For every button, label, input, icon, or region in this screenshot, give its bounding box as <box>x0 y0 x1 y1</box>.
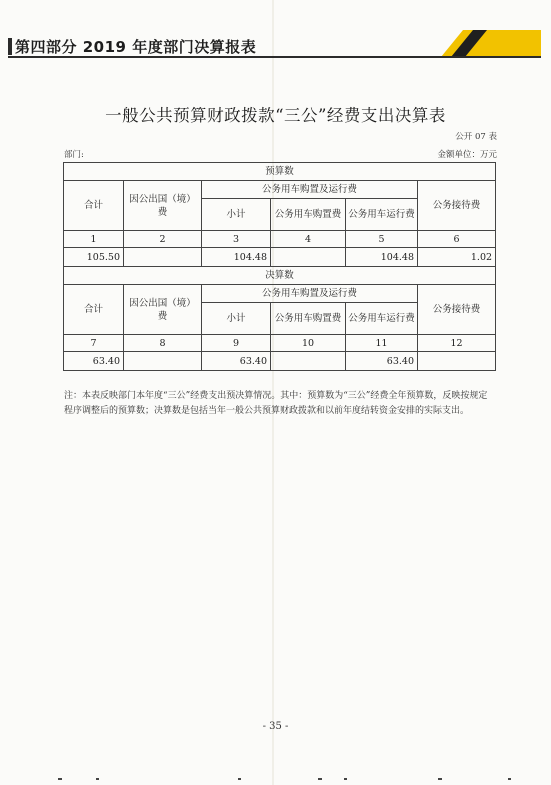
budget-header-row <box>64 181 496 199</box>
header-operation: 公务用车运行费 <box>346 303 418 335</box>
actual-section-row <box>64 267 496 285</box>
col-number: 7 <box>64 335 124 352</box>
col-number: 6 <box>418 231 496 248</box>
budget-section-row <box>64 163 496 181</box>
col-number: 2 <box>124 231 202 248</box>
header-purchase: 公务用车购置费 <box>271 303 346 335</box>
section-title: 第四部分 2019 年度部门决算报表 <box>15 38 257 56</box>
unit-label: 金额单位：万元 <box>437 150 497 160</box>
col-number: 12 <box>418 335 496 352</box>
scan-edge-marks <box>0 776 551 782</box>
actual-total-value: 63.40 <box>64 352 124 371</box>
actual-abroad-value <box>124 352 202 371</box>
header-reception: 公务接待费 <box>418 285 496 335</box>
budget-subtotal-value: 104.48 <box>202 248 271 267</box>
header-rule <box>8 56 541 58</box>
col-number: 3 <box>202 231 271 248</box>
actual-section-label: 决算数 <box>64 267 496 285</box>
header-total: 合计 <box>64 181 124 231</box>
table-note: 注：本表反映部门本年度“三公”经费支出预决算情况。其中：预算数为“三公”经费全年预算数，反映按规定程序调整后的预算数；决算数是包括当年一般公共预算财政拨款和以前年度结转资金安排的实际支出。 <box>64 391 488 416</box>
budget-abroad-value <box>124 248 202 267</box>
budget-reception-value: 1.02 <box>418 248 496 267</box>
header-subtotal: 小计 <box>202 199 271 231</box>
header-abroad: 因公出国（境）费 <box>124 181 202 231</box>
budget-total-value: 105.50 <box>64 248 124 267</box>
table-code: 公开 07 表 <box>455 132 497 142</box>
actual-operation-value: 63.40 <box>346 352 418 371</box>
actual-purchase-value <box>271 352 346 371</box>
header-accent-bar <box>8 38 12 55</box>
department-label: 部门: <box>64 150 84 160</box>
col-number: 11 <box>346 335 418 352</box>
budget-values-row <box>64 248 496 267</box>
col-number: 5 <box>346 231 418 248</box>
actual-header-row <box>64 285 496 303</box>
page-number: - 35 - <box>262 721 289 732</box>
col-number: 9 <box>202 335 271 352</box>
header-subtotal: 小计 <box>202 303 271 335</box>
header-operation: 公务用车运行费 <box>346 199 418 231</box>
actual-subtotal-value: 63.40 <box>202 352 271 371</box>
document-title: 一般公共预算财政拨款“三公”经费支出决算表 <box>105 106 446 125</box>
actual-reception-value <box>418 352 496 371</box>
header-vehicle-group: 公务用车购置及运行费 <box>202 285 418 303</box>
header-vehicle-group: 公务用车购置及运行费 <box>202 181 418 199</box>
col-number: 8 <box>124 335 202 352</box>
col-number: 4 <box>271 231 346 248</box>
budget-purchase-value <box>271 248 346 267</box>
page-header <box>0 0 551 60</box>
col-number: 10 <box>271 335 346 352</box>
actual-values-row <box>64 352 496 371</box>
header-decoration <box>441 30 541 58</box>
col-number: 1 <box>64 231 124 248</box>
budget-col-number-row <box>64 231 496 248</box>
header-total: 合计 <box>64 285 124 335</box>
budget-section-label: 预算数 <box>64 163 496 181</box>
header-purchase: 公务用车购置费 <box>271 199 346 231</box>
actual-col-number-row <box>64 335 496 352</box>
header-reception: 公务接待费 <box>418 181 496 231</box>
budget-operation-value: 104.48 <box>346 248 418 267</box>
header-abroad: 因公出国（境）费 <box>124 285 202 335</box>
three-public-expense-table <box>63 162 496 371</box>
